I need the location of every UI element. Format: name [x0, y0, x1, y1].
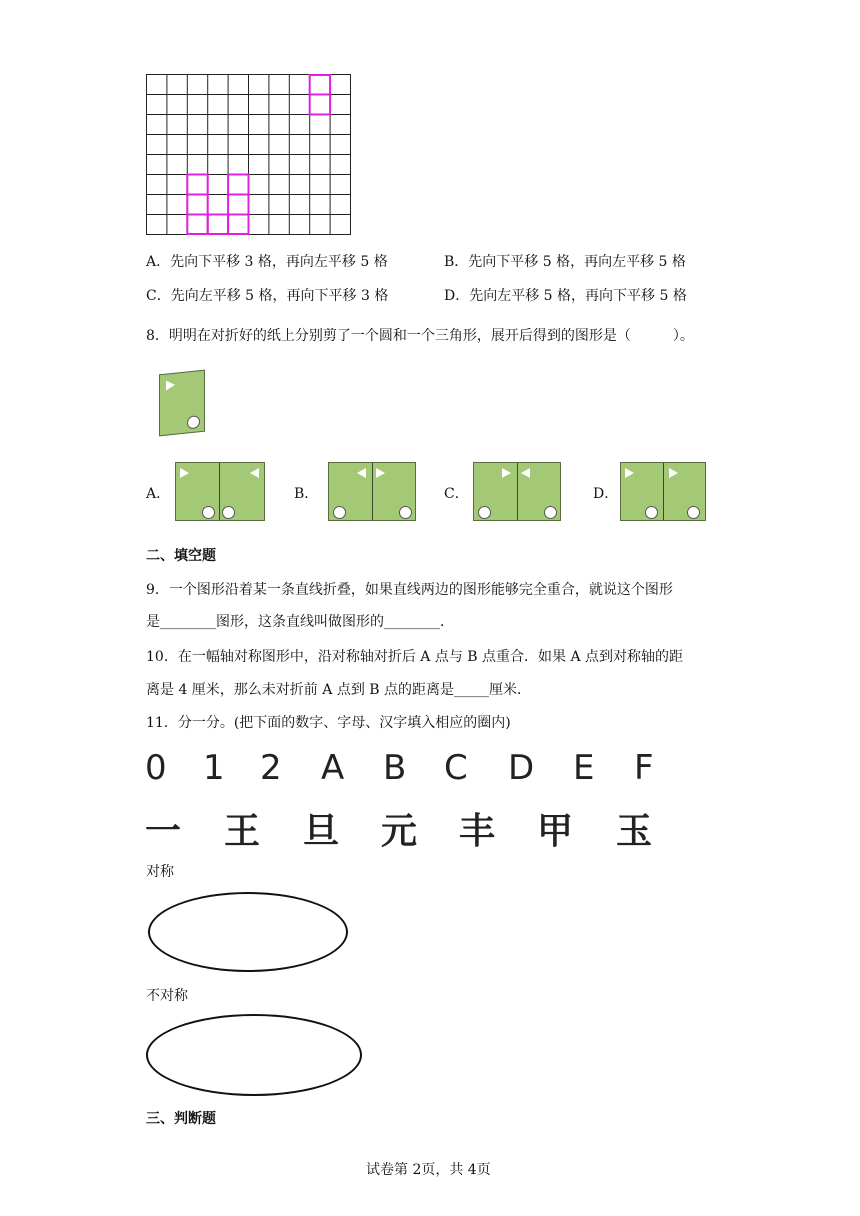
- triangle-cutout: [180, 468, 189, 478]
- q7-option-d: D．先向左平移 5 格，再向下平移 5 格: [444, 288, 687, 304]
- label-asymmetric: 不对称: [146, 988, 188, 1004]
- folded-paper: [159, 370, 205, 437]
- q8-label-c: C．: [444, 486, 469, 502]
- triangle-cutout: [502, 468, 511, 478]
- q11-question: 11．分一分。(把下面的数字、字母、汉字填入相应的圈内): [146, 715, 511, 731]
- section-3-title: 三、判断题: [146, 1111, 216, 1127]
- q7-option-a: A．先向下平移 3 格，再向左平移 5 格: [146, 254, 388, 270]
- q8-label-d: D．: [593, 486, 619, 502]
- q10-line-1: 10．在一幅轴对称图形中，沿对称轴对折后 A 点与 B 点重合．如果 A 点到对称轴的距: [146, 649, 684, 665]
- folded-paper-figure: [156, 370, 208, 436]
- char-item: 元: [381, 811, 418, 852]
- fold-line: [517, 463, 518, 520]
- char-item: C: [444, 748, 468, 788]
- fold-line: [663, 463, 664, 520]
- triangle-cutout: [250, 468, 259, 478]
- triangle-cutout: [357, 468, 366, 478]
- char-item: 王: [224, 811, 261, 852]
- circle-cutout: [222, 506, 235, 519]
- fold-line: [219, 463, 220, 520]
- circle-cutout: [333, 506, 346, 519]
- option-d-figure: [620, 462, 706, 521]
- option-a-figure: [175, 462, 265, 521]
- page-footer: 试卷第 2页，共 4页: [366, 1162, 491, 1178]
- circle-cutout: [544, 506, 557, 519]
- char-item: D: [508, 748, 535, 788]
- char-item: B: [383, 748, 407, 788]
- triangle-cutout: [669, 468, 678, 478]
- fold-line: [372, 463, 373, 520]
- circle-cutout: [687, 506, 700, 519]
- option-c-figure: [473, 462, 561, 521]
- char-item: 1: [203, 748, 225, 788]
- char-item: E: [573, 748, 595, 788]
- char-item: 0: [145, 748, 167, 788]
- q7-option-c: C．先向左平移 5 格，再向下平移 3 格: [146, 288, 389, 304]
- char-item: A: [321, 748, 345, 788]
- label-symmetric: 对称: [146, 864, 174, 880]
- translation-grid-figure: [146, 74, 352, 236]
- q9-line-1: 9．一个图形沿着某一条直线折叠，如果直线两边的图形能够完全重合，就说这个图形: [146, 582, 673, 598]
- triangle-cutout: [521, 468, 530, 478]
- circle-cutout: [202, 506, 215, 519]
- char-item: 甲: [537, 811, 574, 852]
- char-item: 玉: [616, 811, 653, 852]
- char-item: 一: [145, 811, 182, 852]
- char-item: 2: [260, 748, 282, 788]
- q7-option-b: B．先向下平移 5 格，再向左平移 5 格: [444, 254, 686, 270]
- char-item: F: [634, 748, 654, 788]
- triangle-cutout: [625, 468, 634, 478]
- q9-line-2: 是________图形，这条直线叫做图形的________．: [146, 614, 454, 630]
- char-item: 丰: [459, 811, 496, 852]
- section-2-title: 二、填空题: [146, 548, 216, 564]
- circle-cutout: [399, 506, 412, 519]
- circle-cutout: [478, 506, 491, 519]
- q8-question: 8．明明在对折好的纸上分别剪了一个圆和一个三角形，展开后得到的图形是（ ）。: [146, 328, 694, 344]
- asymmetric-ellipse: [146, 1014, 362, 1096]
- q8-label-b: B．: [294, 486, 319, 502]
- circle-cutout: [187, 415, 200, 429]
- char-item: 旦: [303, 811, 340, 852]
- q10-line-2: 离是 4 厘米，那么未对折前 A 点到 B 点的距离是_____厘米．: [146, 682, 532, 698]
- triangle-cutout: [376, 468, 385, 478]
- option-b-figure: [328, 462, 416, 521]
- triangle-cutout: [166, 380, 175, 391]
- symmetric-ellipse: [148, 892, 348, 972]
- q8-label-a: A．: [146, 486, 171, 502]
- circle-cutout: [645, 506, 658, 519]
